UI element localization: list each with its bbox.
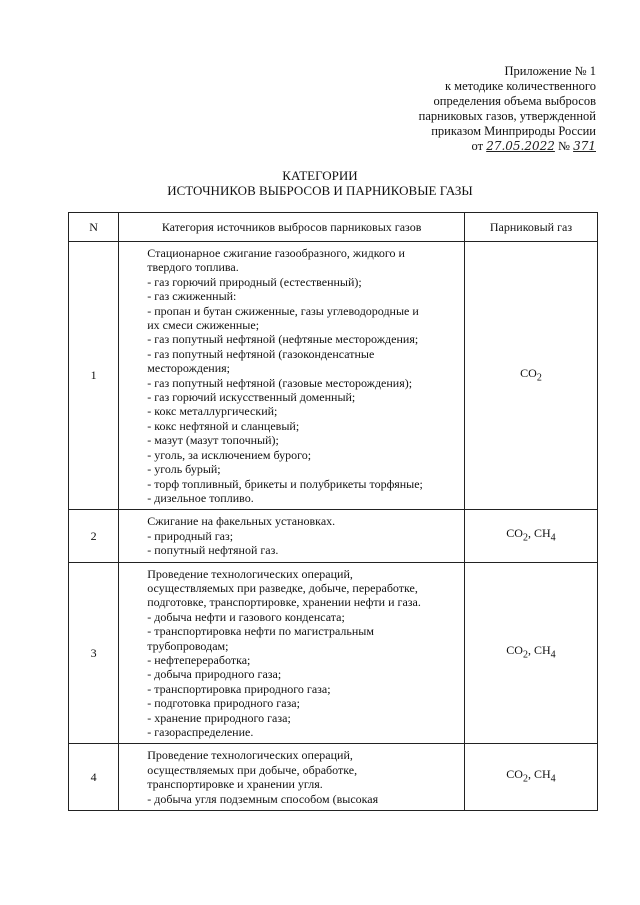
category-line: Сжигание на факельных установках.	[147, 514, 336, 529]
category-line: - мазут (мазут топочный);	[147, 433, 279, 448]
column-header-n: N	[69, 213, 119, 242]
header-line: Приложение № 1	[504, 64, 596, 78]
category-line: транспортировке и хранении угля.	[147, 777, 323, 792]
category-line: - дизельное топливо.	[147, 490, 254, 505]
table-body	[69, 242, 598, 811]
category-line: осуществляемых при добыче, обработке,	[147, 762, 358, 777]
category-line: - нефтепереработка;	[147, 652, 251, 667]
category-line: - транспортировка природного газа;	[147, 681, 331, 696]
order-date-number-line	[356, 139, 596, 154]
category-line: Проведение технологических операций,	[147, 566, 353, 581]
category-line: - кокс металлургический;	[147, 404, 278, 419]
categories-table	[68, 212, 598, 811]
header-line: парниковых газов, утвержденной	[418, 109, 596, 123]
category-line: - подготовка природного газа;	[147, 696, 300, 711]
category-line: - газ горючий природный (естественный);	[147, 274, 362, 289]
category-line: - пропан и бутан сжиженные, газы углеводородные и	[147, 303, 419, 318]
category-line: - газ горючий искусственный доменный;	[147, 390, 356, 405]
document-title	[0, 168, 640, 198]
row-number: 2	[69, 510, 119, 562]
row-number: 1	[69, 242, 119, 510]
category-line: - газ сжиженный:	[147, 289, 237, 304]
category-line: твердого топлива.	[147, 260, 239, 275]
date-prefix: от	[471, 139, 484, 153]
category-line: - добыча нефти и газового конденсата;	[147, 609, 345, 624]
row-number: 4	[69, 744, 119, 811]
handwritten-number: 371	[573, 139, 596, 153]
header-line: приказом Минприроды России	[431, 124, 596, 138]
row-greenhouse-gas: $CO_2$	[464, 242, 597, 510]
row-category	[119, 242, 465, 510]
category-line: - природный газ;	[147, 528, 234, 543]
category-line: - уголь, за исключением бурого;	[147, 447, 312, 462]
category-line: - добыча угля подземным способом (высокая	[147, 791, 379, 806]
category-line: - уголь бурый;	[147, 462, 221, 477]
row-category	[119, 562, 465, 744]
category-line: подготовке, транспортировке, хранении нефти и газа.	[147, 595, 421, 610]
column-header-gas: Парниковый газ	[464, 213, 597, 242]
row-number: 3	[69, 562, 119, 744]
header-line: к методике количественного	[444, 79, 596, 93]
handwritten-date: 27.05.2022	[486, 139, 555, 153]
title-line-2: ИСТОЧНИКОВ ВЫБРОСОВ И ПАРНИКОВЫЕ ГАЗЫ	[167, 183, 473, 198]
category-line: месторождения;	[147, 361, 231, 376]
category-line: - попутный нефтяной газ.	[147, 543, 279, 558]
category-line: - хранение природного газа;	[147, 710, 291, 725]
number-prefix: №	[558, 139, 570, 153]
category-line: трубопроводам;	[147, 638, 229, 653]
title-line-1: КАТЕГОРИИ	[282, 168, 358, 183]
appendix-header	[356, 64, 596, 154]
header-line: определения объема выбросов	[433, 94, 596, 108]
category-line: осуществляемых при разведке, добыче, переработке,	[147, 580, 418, 595]
category-line: - добыча природного газа;	[147, 667, 282, 682]
table-row	[69, 242, 598, 510]
table-row	[69, 562, 598, 744]
category-line: - газораспределение.	[147, 725, 254, 739]
table-header-row	[69, 213, 598, 242]
category-line: - газ попутный нефтяной (нефтяные месторождения;	[147, 332, 419, 347]
category-line: - газ попутный нефтяной (газоконденсатные	[147, 346, 375, 361]
category-line: - кокс нефтяной и сланцевый;	[147, 418, 300, 433]
column-header-category: Категория источников выбросов парниковых газов	[119, 213, 465, 242]
category-line: их смеси сжиженные;	[147, 318, 260, 333]
table-row	[69, 510, 598, 562]
category-line: Стационарное сжигание газообразного, жидкого и	[147, 246, 405, 260]
category-line: - торф топливный, брикеты и полубрикеты торфяные;	[147, 476, 423, 491]
category-line: Проведение технологических операций,	[147, 748, 353, 763]
row-category	[119, 510, 465, 562]
table-row	[69, 744, 598, 811]
row-category	[119, 744, 465, 811]
category-line: - транспортировка нефти по магистральным	[147, 624, 374, 639]
row-greenhouse-gas: $CO_2$, $CH_4$	[464, 562, 597, 744]
row-greenhouse-gas: $CO_2$, $CH_4$	[464, 510, 597, 562]
row-greenhouse-gas: $CO_2$, $CH_4$	[464, 744, 597, 811]
category-line: - газ попутный нефтяной (газовые месторождения);	[147, 375, 413, 390]
